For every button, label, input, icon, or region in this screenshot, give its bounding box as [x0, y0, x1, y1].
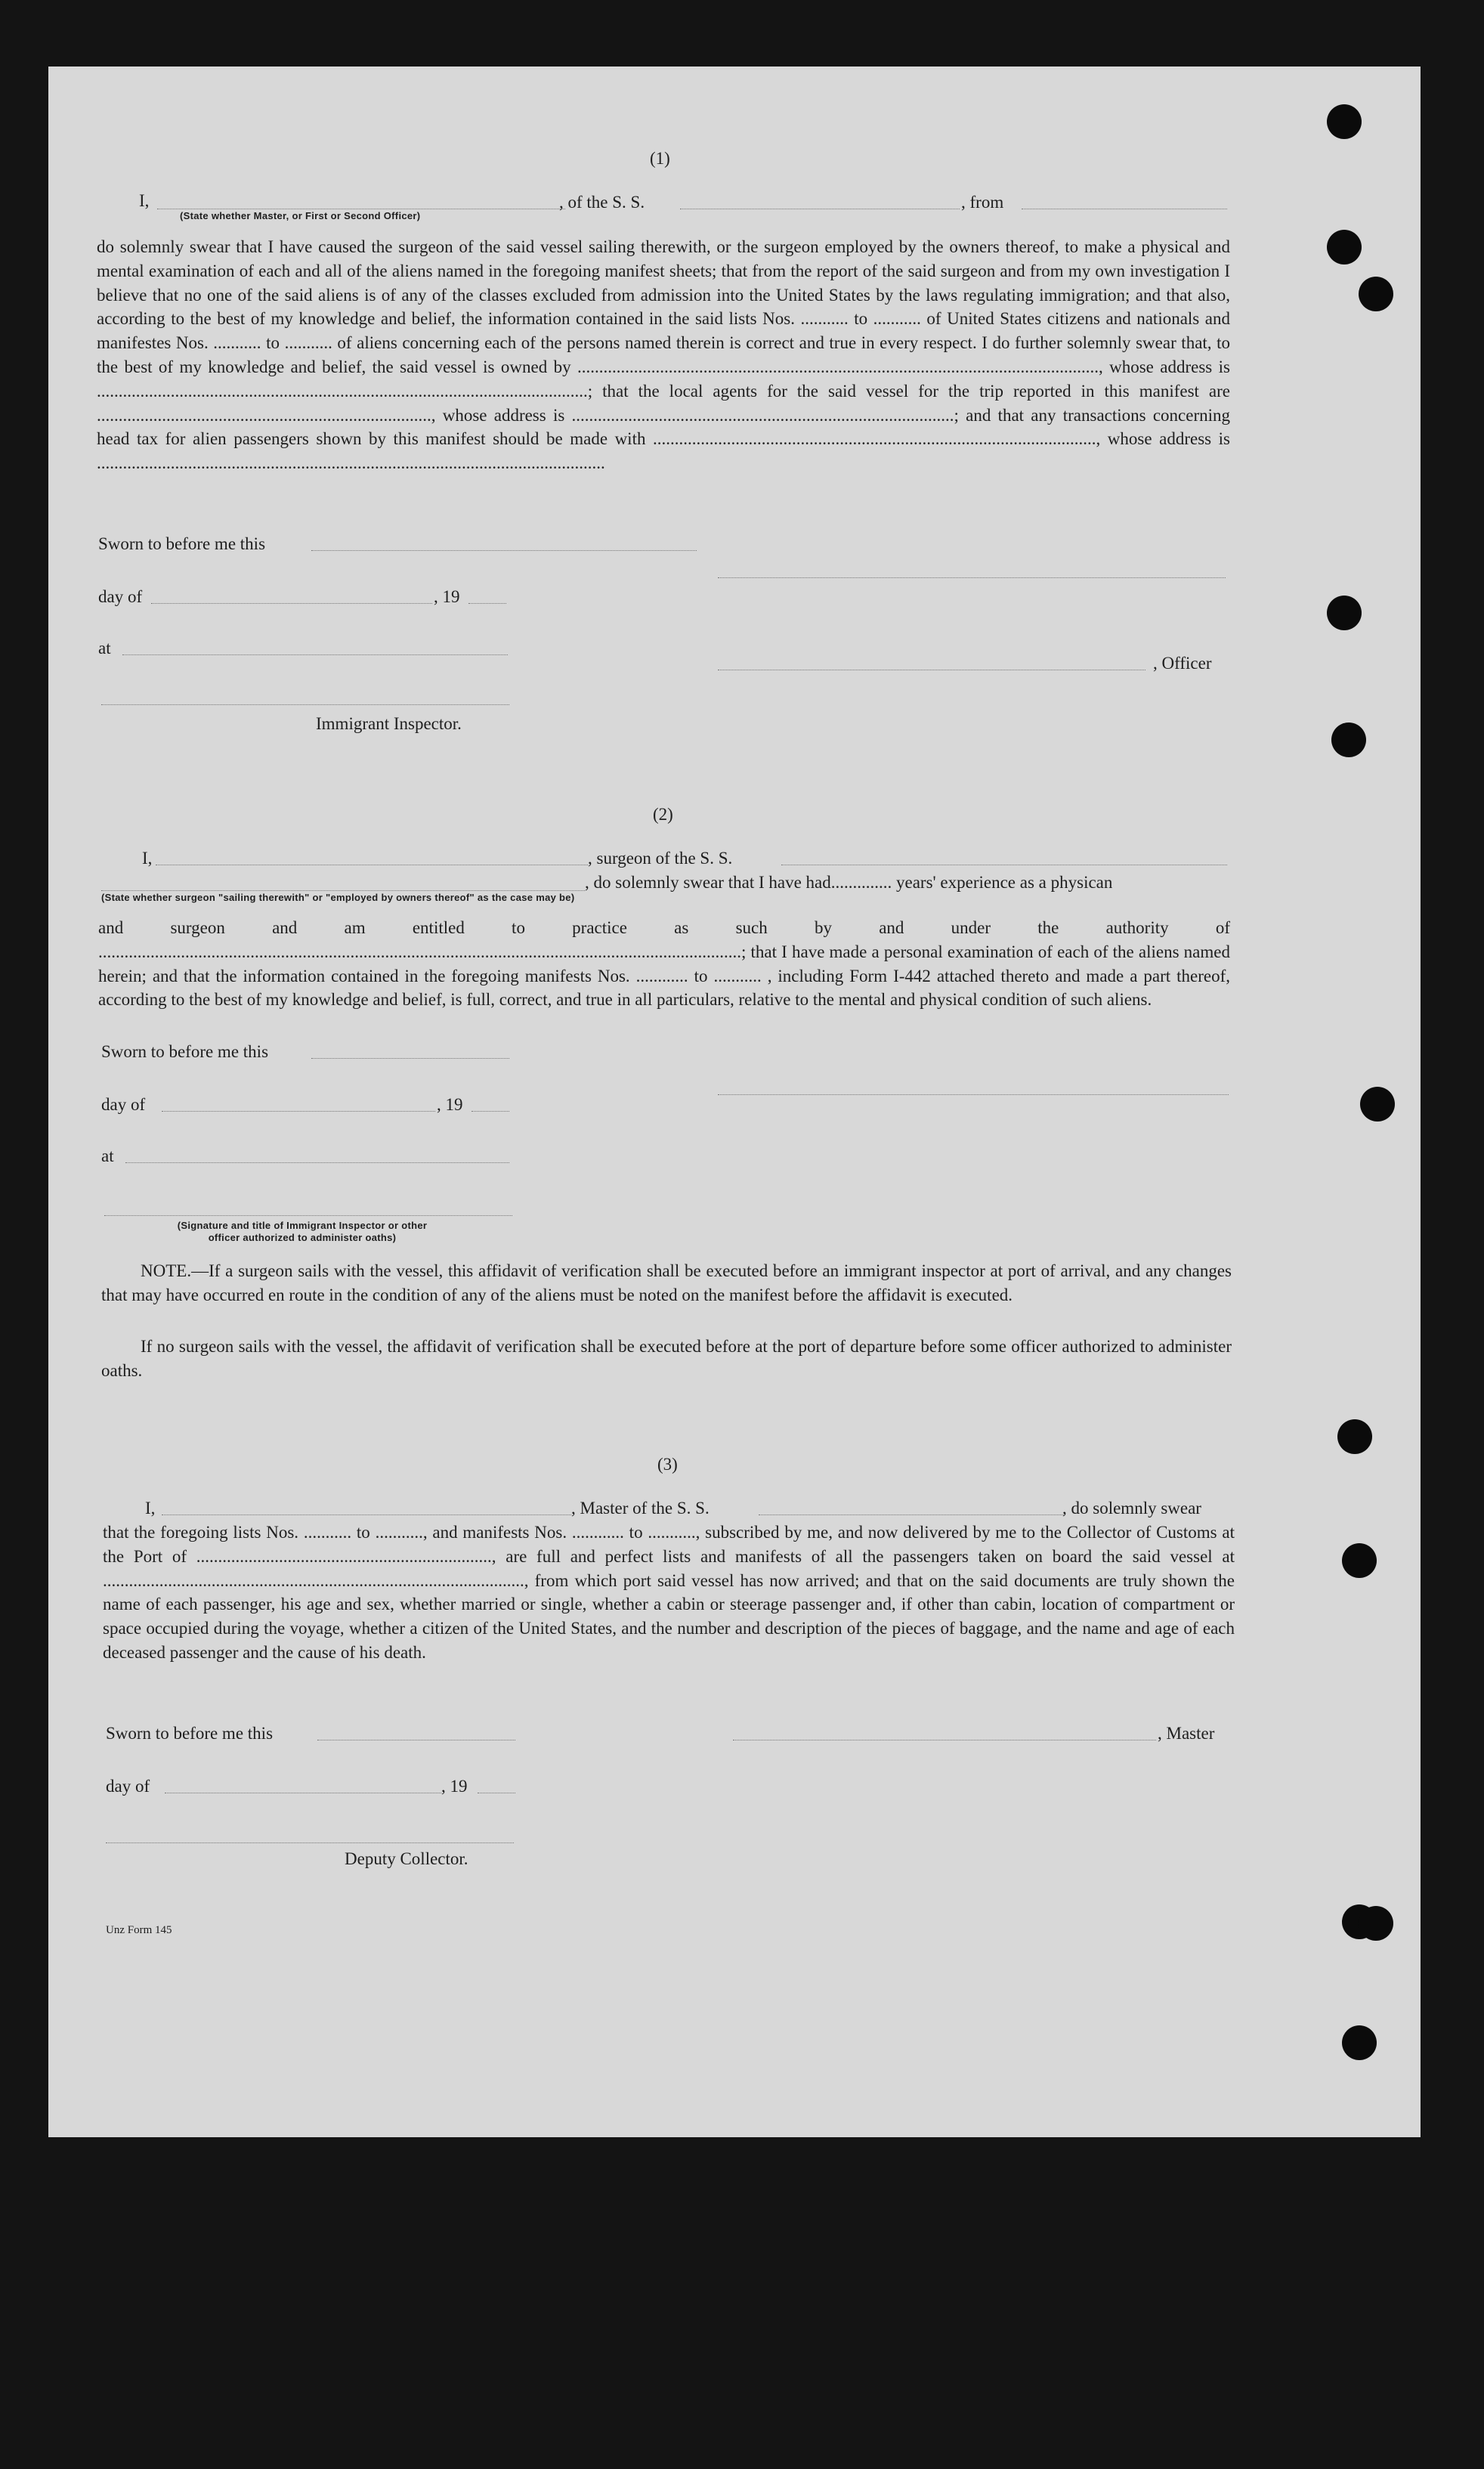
- inspector-signature-line[interactable]: [104, 1215, 512, 1216]
- section-1-day-of: day of: [98, 587, 143, 606]
- sworn-date-field[interactable]: [311, 1058, 509, 1059]
- section-1-number: (1): [650, 149, 670, 168]
- day-field[interactable]: [151, 603, 432, 604]
- section-2-surgeon-of: , surgeon of the S. S.: [588, 849, 733, 868]
- punch-hole: [1337, 1419, 1372, 1454]
- section-2-paragraph: and surgeon and am entitled to practice as such by and under the authority of ....................................................................................................................................................; that I have made a personal examination of each of the aliens named herein; and that the information contained in the foregoing manifests Nos. ............ to ........... , including Form I-442 attached thereto and made a part thereof, according to the best of my knowledge and belief, is full, correct, and true in all particulars, relative to the mental and physical condition of such aliens.: [98, 918, 1230, 1010]
- punch-hole: [1331, 722, 1366, 757]
- place-field[interactable]: [122, 654, 508, 655]
- signature-title-note-2: officer authorized to administer oaths): [208, 1232, 397, 1243]
- deputy-signature-line[interactable]: [106, 1842, 514, 1843]
- section-3-year: , 19: [441, 1777, 468, 1796]
- section-2-surgeon-note: (State whether surgeon "sailing therewith" or "employed by owners thereof" as the case may be): [101, 892, 575, 903]
- inspector-signature-line[interactable]: [101, 704, 509, 705]
- section-1-paragraph: do solemnly swear that I have caused the surgeon of the said vessel sailing therewith, or the surgeon employed by the owners thereof, to make a physical and mental examination of each and all of the aliens named in the foregoing manifest sheets; that from the report of the said surgeon and from my own investigation I believe that no one of the said aliens is of any of the classes excluded from admission into the United States by the laws regulating immigration; and that also, according to the best of my knowledge and belief, the information contained in the said lists Nos. ........... to ........... of United States citizens and nationals and manifestes Nos. ........... to ........... of aliens concerning each of the persons named therein is correct and true in every respect. I do further solemnly swear that, to the best of my knowledge and belief, the said vessel is owned by ........................................................................................................................, whose address is .................................................................................................................; that the local agents for the said vessel for the trip reported in this manifest are ............................................................................., whose address is ........................................................................................; and that any transactions concerning head tax for alien passengers shown by this manifest should be made with ......................................................................................................, whose address is .....................................................................................................................: [97, 237, 1230, 473]
- punch-hole: [1327, 230, 1362, 265]
- year-field[interactable]: [471, 1111, 509, 1112]
- form-number: Unz Form 145: [106, 1924, 172, 1936]
- section-3-deputy: Deputy Collector.: [345, 1849, 468, 1868]
- section-2-note-paragraph-1: NOTE.—If a surgeon sails with the vessel, this affidavit of verification shall be executed before an immigrant inspector at port of arrival, and any changes that may have occurred en route in the condition of any of the aliens must be noted on the manifest before the affidavit is executed.: [101, 1261, 1232, 1304]
- section-3-swear: , do solemnly swear: [1062, 1499, 1201, 1518]
- section-3-sworn: Sworn to before me this: [106, 1724, 274, 1743]
- year-field[interactable]: [468, 603, 506, 604]
- place-field[interactable]: [125, 1162, 509, 1163]
- section-3-master: , Master: [1158, 1724, 1215, 1743]
- section-2-at: at: [101, 1146, 114, 1165]
- punch-hole: [1342, 2025, 1377, 2060]
- section-1-at: at: [98, 639, 111, 657]
- page-corner-cut: [48, 2071, 207, 2137]
- section-1-officer-note: (State whether Master, or First or Second Officer): [180, 210, 421, 221]
- section-3-I: I,: [145, 1499, 156, 1518]
- sworn-date-field[interactable]: [311, 550, 697, 551]
- punch-hole: [1360, 1087, 1395, 1122]
- section-3-number: (3): [657, 1455, 678, 1474]
- section-3-day-of: day of: [106, 1777, 150, 1796]
- section-1-year: , 19: [434, 587, 460, 606]
- section-2-number: (2): [653, 805, 673, 824]
- surgeon-signature-line[interactable]: [718, 1094, 1229, 1095]
- surgeon-type-field[interactable]: [101, 890, 585, 891]
- section-1-of-ss: , of the S. S.: [559, 193, 645, 212]
- section-1-from: , from: [961, 193, 1004, 212]
- section-2-line2: , do solemnly swear that I have had.............. years' experience as a physican: [585, 873, 1113, 892]
- punch-hole: [1342, 1543, 1377, 1578]
- section-2-note-paragraph-2: If no surgeon sails with the vessel, the affidavit of verification shall be executed before at the port of departure before some officer authorized to administer oaths.: [101, 1337, 1232, 1380]
- section-1-inspector: Immigrant Inspector.: [316, 714, 462, 733]
- section-2-day-of: day of: [101, 1095, 146, 1114]
- section-1-sworn: Sworn to before me this: [98, 534, 266, 553]
- signature-title-note-1: (Signature and title of Immigrant Inspector or other: [177, 1220, 428, 1231]
- punch-hole: [1327, 104, 1362, 139]
- section-3-master-of: , Master of the S. S.: [571, 1499, 710, 1518]
- section-3-paragraph: that the foregoing lists Nos. ........... to ..........., and manifests Nos. ............ to ..........., subscribed by me, and now delivered by me to the Collector of Customs at the Port of ...................................................................., are full and perfect lists and manifests of all the passengers taken on board the said vessel at ................................................................................................., from which port said vessel has now arrived; and that on the said documents are truly shown the name of each passenger, his age and sex, whether married or single, whether a cabin or steerage passenger and, if other than cabin, location of compartment or space occupied during the voyage, whether a citizen of the United States, and the number and description of the pieces of baggage, and the name and age of each deceased passenger and the cause of his death.: [103, 1523, 1235, 1662]
- day-field[interactable]: [162, 1111, 435, 1112]
- section-2-year: , 19: [437, 1095, 463, 1114]
- section-1-officer: , Officer: [1153, 654, 1212, 673]
- punch-hole: [1359, 1906, 1393, 1941]
- section-1-I: I,: [139, 191, 150, 210]
- punch-hole: [1327, 596, 1362, 630]
- section-2-I: I,: [142, 849, 153, 868]
- punch-hole: [1359, 277, 1393, 311]
- section-2-sworn: Sworn to before me this: [101, 1042, 269, 1061]
- signature-line[interactable]: [718, 577, 1226, 578]
